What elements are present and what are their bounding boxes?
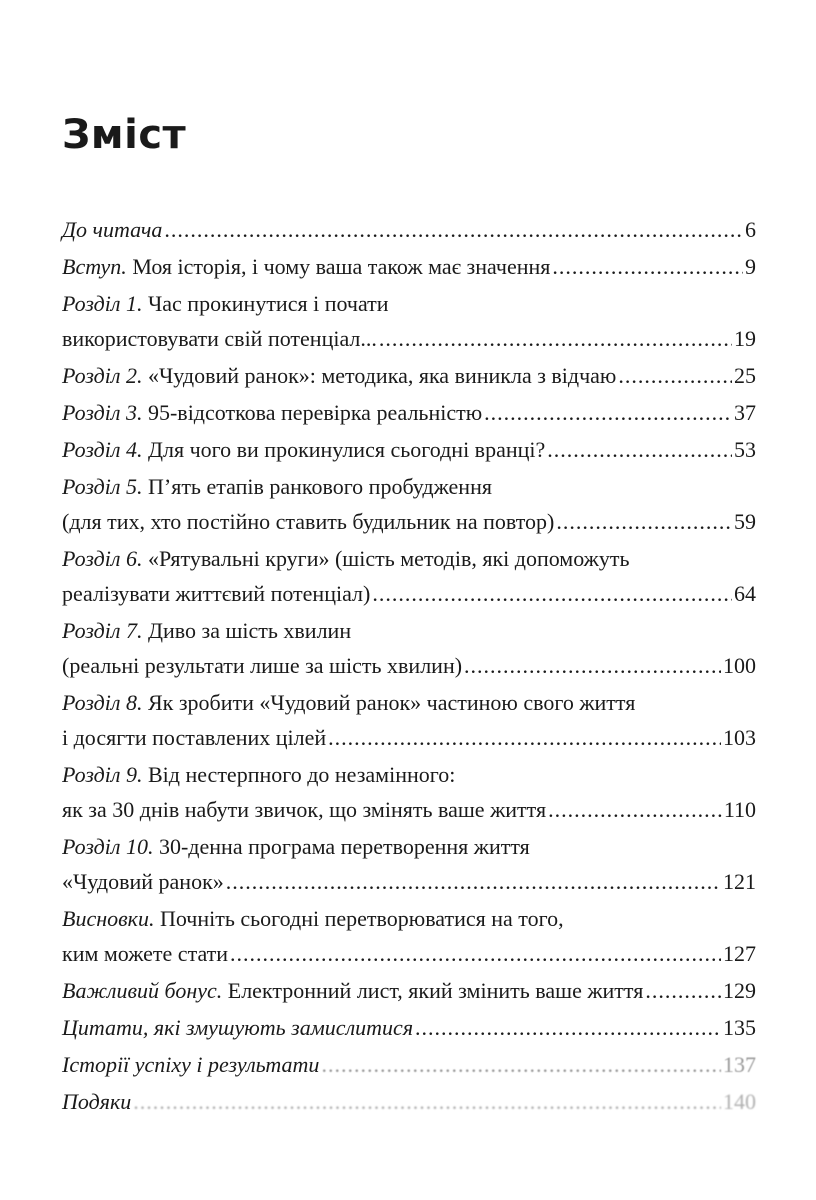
dot-leader: [645, 973, 721, 1008]
entry-title-continued: «Чудовий ранок»: [62, 869, 224, 894]
page-number: 25: [734, 363, 756, 388]
page-number: 127: [723, 941, 756, 966]
page-number: 64: [734, 581, 756, 606]
toc-entry: [62, 1084, 756, 1119]
toc-entry: [62, 1010, 756, 1045]
entry-title-continued: (реальні результати лише за шість хвилин): [62, 653, 463, 678]
entry-title-continued: і досягти поставлених цілей: [62, 725, 327, 750]
entry-title-continued: реалізувати життєвий потенціал): [62, 581, 371, 606]
toc-entry: [62, 757, 756, 827]
entry-label: Розділ 3.: [62, 400, 143, 425]
toc-entry: [62, 1047, 756, 1082]
dot-leader: [133, 1084, 721, 1119]
entry-title: Час прокинутися і почати: [142, 291, 389, 316]
entry-label: Розділ 4.: [62, 437, 143, 462]
entry-label: Розділ 7.: [62, 618, 143, 643]
entry-label: Висновки.: [62, 906, 155, 931]
entry-title-continued: (для тих, хто постійно ставить будильник на повтор): [62, 509, 555, 534]
entry-title: Як зробити «Чудовий ранок» частиною свого життя: [142, 690, 636, 715]
dot-leader: [164, 212, 743, 247]
page-number: 9: [745, 254, 756, 279]
dot-leader: [548, 792, 722, 827]
entry-label: Вступ.: [62, 254, 127, 279]
entry-title: «Чудовий ранок»: методика, яка виникла з відчаю: [142, 363, 617, 388]
entry-title: Почніть сьогодні перетворюватися на того,: [154, 906, 564, 931]
entry-label: Розділ 6.: [62, 546, 143, 571]
page-number: 100: [723, 653, 756, 678]
page-number: 53: [734, 437, 756, 462]
entry-label: Розділ 9.: [62, 762, 143, 787]
dot-leader: [552, 249, 743, 284]
entry-title: «Рятувальні круги» (шість методів, які допоможуть: [142, 546, 630, 571]
entry-label: Подяки: [62, 1089, 132, 1114]
toc-entry: [62, 286, 756, 356]
dot-leader: [618, 358, 732, 393]
entry-label: Розділ 8.: [62, 690, 143, 715]
page-number: 19: [734, 326, 756, 351]
toc-entry: [62, 212, 756, 247]
page-number: 121: [723, 869, 756, 894]
entry-label: Цитати, які змушують замислитися: [62, 1015, 414, 1040]
entry-title: Електронний лист, який змінить ваше життя: [222, 978, 644, 1003]
toc-entry: [62, 249, 756, 284]
entry-label: Історії успіху і результати: [62, 1052, 320, 1077]
entry-title: Від нестерпного до незамінного:: [142, 762, 456, 787]
page-number: 140: [723, 1089, 756, 1114]
toc-entry: [62, 432, 756, 467]
entry-label: Розділ 10.: [62, 834, 154, 859]
dot-leader: [484, 395, 732, 430]
page-title: Зміст: [62, 112, 187, 158]
dot-leader: [547, 432, 732, 467]
entry-title: Моя історія, і чому ваша також має значення: [126, 254, 551, 279]
entry-label: Розділ 1.: [62, 291, 143, 316]
table-of-contents: [62, 212, 756, 1121]
dot-leader: [321, 1047, 721, 1082]
entry-title: Диво за шість хвилин: [142, 618, 352, 643]
toc-entry: [62, 395, 756, 430]
dot-leader: [328, 720, 721, 755]
page-number: 135: [723, 1015, 756, 1040]
entry-title: П’ять етапів ранкового пробудження: [142, 474, 492, 499]
entry-label: Важливий бонус.: [62, 978, 223, 1003]
toc-entry: [62, 685, 756, 755]
toc-entry: [62, 829, 756, 899]
page-number: 110: [723, 797, 756, 822]
dot-leader: [372, 576, 732, 611]
entry-title: 30-денна програма перетворення життя: [153, 834, 530, 859]
entry-title-continued: як за 30 днів набути звичок, що змінять ваше життя: [62, 797, 547, 822]
page-number: 6: [745, 217, 756, 242]
page-number: 59: [734, 509, 756, 534]
toc-entry: [62, 973, 756, 1008]
page-number: 129: [723, 978, 756, 1003]
entry-label: Розділ 5.: [62, 474, 143, 499]
page-number: 103: [723, 725, 756, 750]
entry-label: Розділ 2.: [62, 363, 143, 388]
page-number: 37: [734, 400, 756, 425]
entry-title-continued: ким можете стати: [62, 941, 229, 966]
dot-leader: [230, 936, 721, 971]
toc-entry: [62, 541, 756, 611]
entry-title: 95-відсоткова перевірка реальністю: [142, 400, 483, 425]
toc-entry: [62, 901, 756, 971]
page-number: 137: [723, 1052, 756, 1077]
dot-leader: [464, 648, 721, 683]
toc-entry: [62, 613, 756, 683]
toc-entry: [62, 358, 756, 393]
entry-label: До читача: [62, 217, 163, 242]
entry-title-continued: використовувати свій потенціал...: [62, 326, 377, 351]
dot-leader: [556, 504, 732, 539]
dot-leader: [415, 1010, 721, 1045]
toc-entry: [62, 469, 756, 539]
dot-leader: [379, 321, 732, 356]
entry-title: Для чого ви прокинулися сьогодні вранці?: [142, 437, 546, 462]
dot-leader: [226, 864, 721, 899]
